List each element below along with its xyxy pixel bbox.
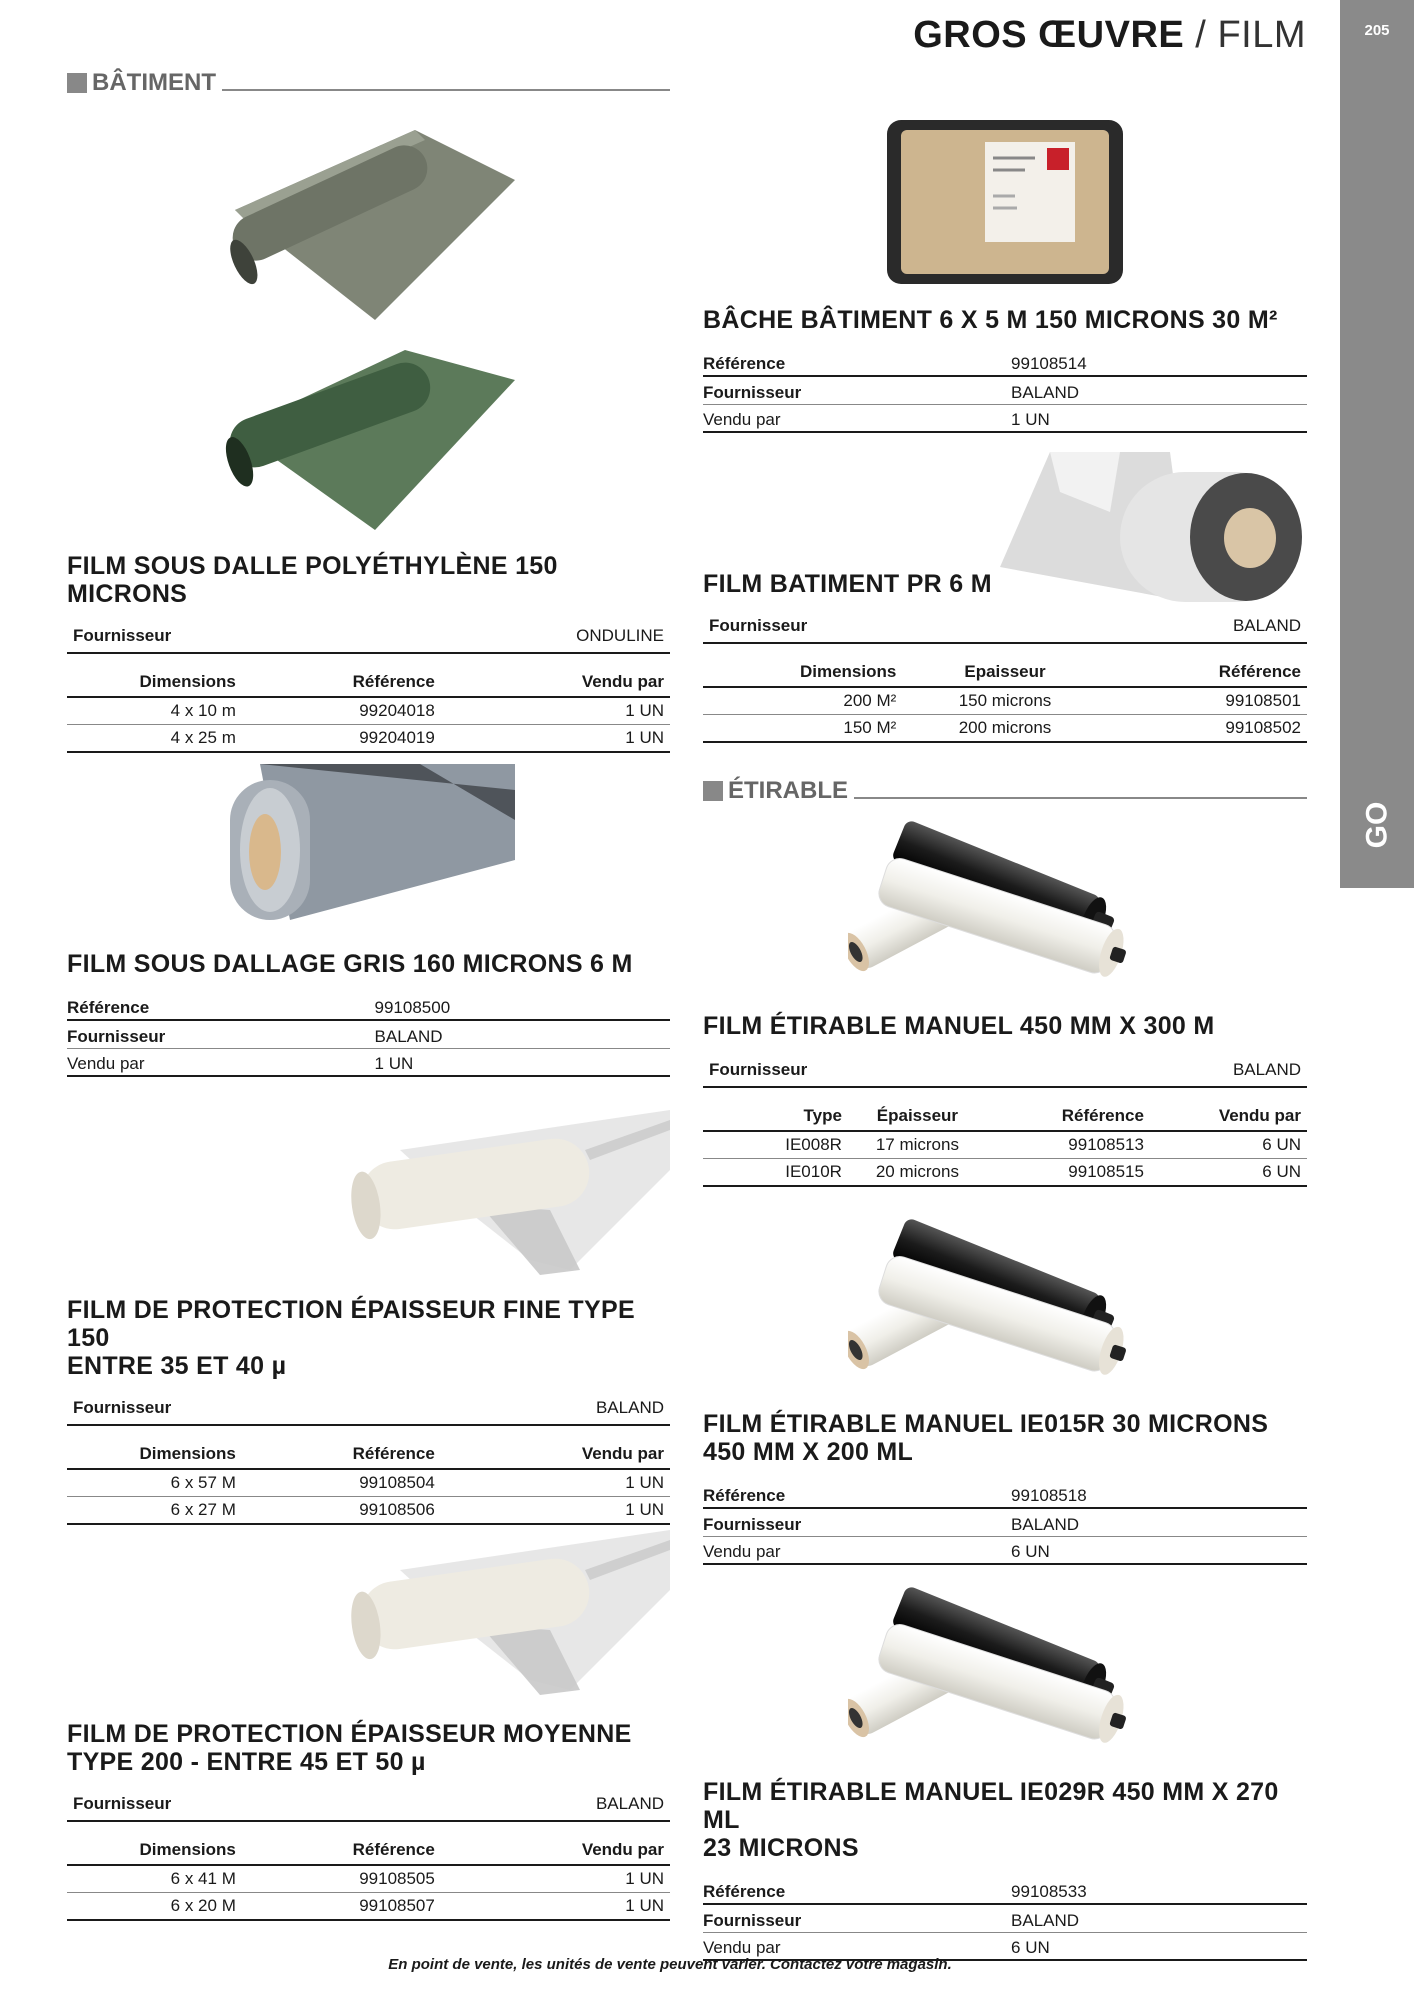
product-image-white-film-roll: [340, 1110, 670, 1280]
cell-dimensions: 6 x 57 M: [67, 1469, 242, 1497]
product-image-green-rolls: [215, 120, 525, 540]
supplier-label: Fournisseur: [73, 1794, 172, 1813]
col-header-dimensions: Dimensions: [67, 1836, 242, 1865]
col-header-reference: Référence: [987, 1102, 1150, 1131]
section-header-batiment: [67, 68, 670, 98]
supplier-value: BALAND: [1232, 1060, 1301, 1079]
section-label: BÂTIMENT: [92, 69, 216, 96]
info-value: 6 UN: [1011, 1536, 1307, 1564]
spec-table: [703, 658, 1307, 743]
product-image-stretch-rolls: [848, 1584, 1168, 1764]
col-header-type: Type: [703, 1102, 848, 1131]
cell-vendu-par: 6 UN: [1150, 1159, 1307, 1187]
header-title-sep: /: [1184, 14, 1218, 56]
table-header-row: [67, 668, 670, 697]
table-row: [703, 1131, 1307, 1159]
info-table: [703, 348, 1307, 433]
info-table: [67, 992, 670, 1077]
col-header-dimensions: Dimensions: [67, 1440, 242, 1469]
supplier-label: Fournisseur: [73, 626, 172, 645]
col-header-epaisseur: Épaisseur: [848, 1102, 987, 1131]
product-title: FILM SOUS DALLAGE GRIS 160 MICRONS 6 M: [67, 950, 633, 978]
cell-reference: 99108507: [242, 1893, 441, 1921]
info-value: 99108533: [1011, 1876, 1307, 1904]
info-value: 99108500: [375, 992, 670, 1020]
cell-dimensions: 6 x 41 M: [67, 1865, 242, 1893]
section-rule: [222, 89, 670, 91]
product-film-sous-dalle: [67, 552, 670, 753]
col-header-reference: Référence: [1108, 658, 1307, 687]
spec-table: [703, 1102, 1307, 1187]
product-film-etirable-ie029r: [703, 1778, 1307, 1961]
cell-dimensions: 4 x 10 m: [67, 697, 242, 725]
info-value: 6 UN: [1011, 1932, 1307, 1960]
col-header-reference: Référence: [242, 1440, 441, 1469]
col-header-reference: Référence: [242, 668, 441, 697]
product-film-protection-moyenne: [67, 1720, 670, 1921]
product-film-etirable-ie015r: [703, 1410, 1307, 1565]
table-row: [703, 687, 1307, 715]
section-header-etirable: [703, 776, 1307, 806]
product-image-grey-roll: [220, 760, 520, 930]
side-tab-label: GO: [1359, 801, 1393, 849]
supplier-line: [703, 1056, 1307, 1088]
spec-table: [67, 1836, 670, 1921]
product-image-white-film-roll: [340, 1530, 670, 1700]
info-value: 99108518: [1011, 1480, 1307, 1508]
product-title-line1: FILM ÉTIRABLE MANUEL IE015R 30 MICRONS: [703, 1410, 1269, 1438]
info-row-reference: [703, 1876, 1307, 1904]
table-header-row: [703, 658, 1307, 687]
col-header-vendu-par: Vendu par: [1150, 1102, 1307, 1131]
info-value: 1 UN: [1011, 404, 1307, 432]
cell-vendu-par: 1 UN: [441, 1497, 670, 1525]
cell-vendu-par: 1 UN: [441, 697, 670, 725]
cell-vendu-par: 1 UN: [441, 1865, 670, 1893]
supplier-label: Fournisseur: [709, 616, 808, 635]
info-label: Fournisseur: [703, 1904, 1011, 1932]
supplier-label: Fournisseur: [709, 1060, 808, 1079]
info-row-reference: [703, 1480, 1307, 1508]
product-bache-batiment: [703, 306, 1307, 433]
info-label: Vendu par: [67, 1048, 375, 1076]
product-title-line1: FILM ÉTIRABLE MANUEL IE029R 450 MM X 270 ML: [703, 1778, 1279, 1834]
col-header-dimensions: Dimensions: [703, 658, 902, 687]
info-label: Référence: [703, 1480, 1011, 1508]
section-marker: [703, 781, 723, 801]
info-label: Référence: [703, 348, 1011, 376]
info-value: 1 UN: [375, 1048, 670, 1076]
info-label: Vendu par: [703, 404, 1011, 432]
table-header-row: [67, 1440, 670, 1469]
product-title-line1: FILM DE PROTECTION ÉPAISSEUR MOYENNE: [67, 1720, 632, 1748]
col-header-vendu-par: Vendu par: [441, 668, 670, 697]
table-row: [67, 697, 670, 725]
cell-reference: 99204019: [242, 725, 441, 753]
info-value: BALAND: [1011, 1904, 1307, 1932]
supplier-line: [67, 1394, 670, 1426]
cell-type: IE010R: [703, 1159, 848, 1187]
side-tab-go: [1340, 795, 1414, 855]
col-header-reference: Référence: [242, 1836, 441, 1865]
col-header-vendu-par: Vendu par: [441, 1440, 670, 1469]
table-row: [703, 715, 1307, 743]
product-title: FILM BATIMENT PR 6 M: [703, 570, 992, 598]
product-title-line2: TYPE 200 - ENTRE 45 ET 50 µ: [67, 1748, 426, 1776]
info-label: Vendu par: [703, 1536, 1011, 1564]
info-row-fournisseur: [703, 1904, 1307, 1932]
header-title-main: GROS ŒUVRE: [913, 14, 1185, 56]
supplier-label: Fournisseur: [73, 1398, 172, 1417]
info-table: [703, 1480, 1307, 1565]
cell-reference: 99108513: [987, 1131, 1150, 1159]
cell-epaisseur: 17 microns: [848, 1131, 987, 1159]
spec-table: [67, 1440, 670, 1525]
product-title: FILM SOUS DALLE POLYÉTHYLÈNE 150 MICRONS: [67, 552, 558, 608]
info-table: [703, 1876, 1307, 1961]
cell-reference: 99108502: [1108, 715, 1307, 743]
cell-reference: 99108501: [1108, 687, 1307, 715]
cell-vendu-par: 6 UN: [1150, 1131, 1307, 1159]
cell-dimensions: 6 x 27 M: [67, 1497, 242, 1525]
cell-dimensions: 6 x 20 M: [67, 1893, 242, 1921]
cell-reference: 99108505: [242, 1865, 441, 1893]
table-row: [67, 1865, 670, 1893]
page-header-title: [913, 14, 1306, 64]
side-tab-strip: [1340, 0, 1414, 888]
info-value: BALAND: [1011, 1508, 1307, 1536]
product-title: FILM ÉTIRABLE MANUEL 450 MM X 300 M: [703, 1012, 1215, 1040]
cell-vendu-par: 1 UN: [441, 1893, 670, 1921]
info-row-vendu-par: [703, 404, 1307, 432]
header-title-sub: FILM: [1217, 14, 1306, 56]
footer-note: En point de vente, les unités de vente peuvent varier. Contactez votre magasin.: [388, 1956, 952, 1973]
product-title: BÂCHE BÂTIMENT 6 X 5 M 150 MICRONS 30 M²: [703, 306, 1278, 334]
product-image-bache-package: [885, 118, 1125, 286]
section-marker: [67, 73, 87, 93]
info-label: Référence: [67, 992, 375, 1020]
cell-dimensions: 4 x 25 m: [67, 725, 242, 753]
product-image-stretch-rolls: [848, 1216, 1168, 1396]
info-label: Référence: [703, 1876, 1011, 1904]
product-film-etirable-300: [703, 1012, 1307, 1187]
cell-epaisseur: 150 microns: [902, 687, 1107, 715]
supplier-value: BALAND: [1232, 616, 1301, 635]
table-row: [67, 1893, 670, 1921]
info-row-vendu-par: [67, 1048, 670, 1076]
col-header-vendu-par: Vendu par: [441, 1836, 670, 1865]
cell-epaisseur: 200 microns: [902, 715, 1107, 743]
cell-reference: 99108504: [242, 1469, 441, 1497]
supplier-line: [703, 612, 1307, 644]
table-row: [67, 725, 670, 753]
cell-dimensions: 150 M²: [703, 715, 902, 743]
product-title-line2: 450 MM X 200 ML: [703, 1438, 914, 1466]
section-label: ÉTIRABLE: [728, 777, 848, 804]
info-row-reference: [67, 992, 670, 1020]
section-rule: [854, 797, 1307, 799]
table-header-row: [703, 1102, 1307, 1131]
cell-reference: 99108506: [242, 1497, 441, 1525]
info-row-fournisseur: [67, 1020, 670, 1048]
table-row: [67, 1497, 670, 1525]
product-film-dallage-gris: [67, 950, 670, 1077]
col-header-dimensions: Dimensions: [67, 668, 242, 697]
info-row-reference: [703, 348, 1307, 376]
supplier-line: [67, 1790, 670, 1822]
supplier-value: BALAND: [595, 1398, 664, 1417]
info-row-vendu-par: [703, 1536, 1307, 1564]
table-row: [67, 1469, 670, 1497]
info-label: Fournisseur: [703, 1508, 1011, 1536]
page-number: 205: [1364, 22, 1390, 39]
product-title-line2: 23 MICRONS: [703, 1834, 859, 1862]
spec-table: [67, 668, 670, 753]
info-value: BALAND: [375, 1020, 670, 1048]
cell-reference: 99204018: [242, 697, 441, 725]
product-film-batiment-pr: [703, 570, 1307, 743]
cell-reference: 99108515: [987, 1159, 1150, 1187]
info-label: Vendu par: [703, 1932, 1011, 1960]
cell-dimensions: 200 M²: [703, 687, 902, 715]
cell-vendu-par: 1 UN: [441, 725, 670, 753]
cell-vendu-par: 1 UN: [441, 1469, 670, 1497]
info-label: Fournisseur: [67, 1020, 375, 1048]
table-row: [703, 1159, 1307, 1187]
info-label: Fournisseur: [703, 376, 1011, 404]
cell-type: IE008R: [703, 1131, 848, 1159]
cell-epaisseur: 20 microns: [848, 1159, 987, 1187]
supplier-line: [67, 622, 670, 654]
product-film-protection-fine: [67, 1296, 670, 1525]
info-row-fournisseur: [703, 1508, 1307, 1536]
product-title-line2: ENTRE 35 ET 40 µ: [67, 1352, 287, 1380]
col-header-epaisseur: Epaisseur: [902, 658, 1107, 687]
info-row-fournisseur: [703, 376, 1307, 404]
info-value: BALAND: [1011, 376, 1307, 404]
supplier-value: BALAND: [595, 1794, 664, 1813]
product-title-line1: FILM DE PROTECTION ÉPAISSEUR FINE TYPE 150: [67, 1296, 635, 1352]
info-value: 99108514: [1011, 348, 1307, 376]
product-image-stretch-rolls: [848, 818, 1168, 998]
supplier-value: ONDULINE: [576, 626, 664, 645]
table-header-row: [67, 1836, 670, 1865]
